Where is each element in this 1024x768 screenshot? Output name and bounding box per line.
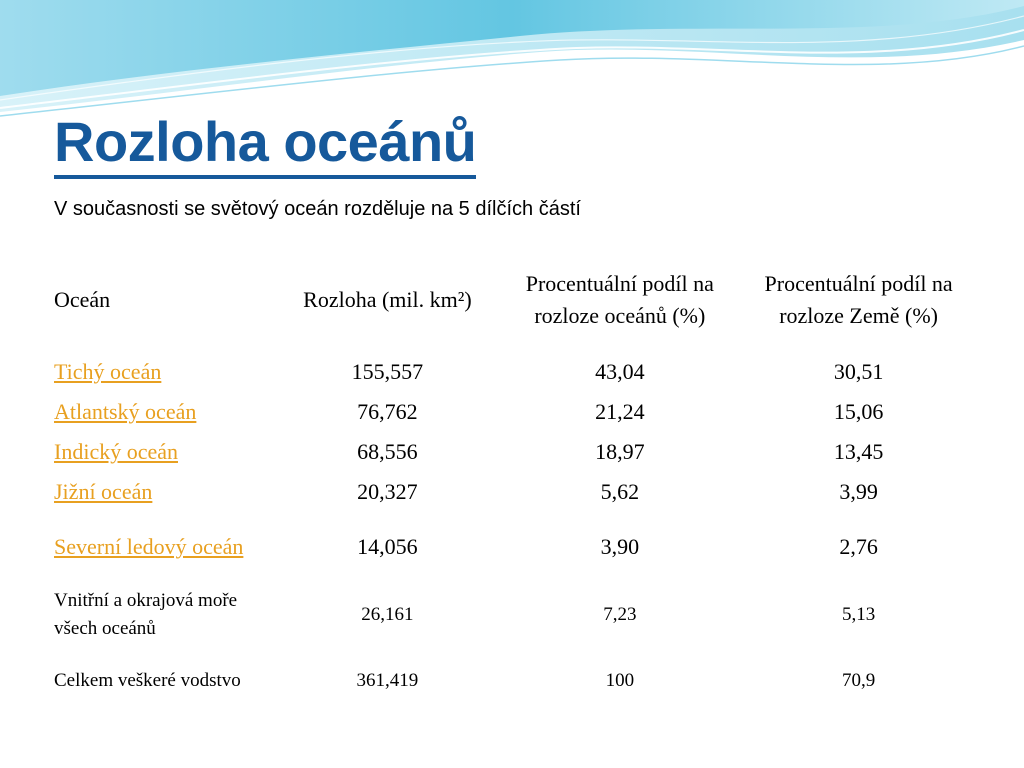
table-header-row [48,248,978,352]
ocean-table [48,248,978,714]
pct-oceans-cell: 43,04 [595,359,645,384]
area-cell: 14,056 [357,534,418,559]
ocean-link-southern[interactable]: Jižní oceán [54,479,153,504]
area-cell: 361,419 [356,670,419,691]
row-label: Vnitřní a okrajová moře všech oceánů [54,590,238,639]
pct-oceans-cell: 3,90 [600,534,640,559]
header-pct-earth: Procentuální podíl na rozloze Země (%) [764,271,953,328]
header-area: Rozloha (mil. km²) [303,287,472,312]
table-row [48,432,978,472]
header-ocean: Oceán [54,287,111,312]
row-label: Celkem veškeré vodstvo [54,670,241,691]
area-cell: 76,762 [357,399,418,424]
pct-earth-cell: 3,99 [839,479,878,504]
page-title: Rozloha oceánů [54,108,476,179]
pct-earth-cell: 15,06 [833,399,884,424]
ocean-link-atlantic[interactable]: Atlantský oceán [54,399,197,424]
pct-oceans-cell: 7,23 [603,604,637,625]
area-cell: 20,327 [357,479,418,504]
pct-earth-cell: 5,13 [841,604,876,625]
pct-oceans-cell: 100 [605,670,635,691]
pct-earth-cell: 13,45 [833,439,884,464]
pct-earth-cell: 30,51 [833,359,884,384]
header-pct-oceans: Procentuální podíl na rozloze oceánů (%) [525,271,714,328]
ocean-link-indian[interactable]: Indický oceán [54,439,178,464]
table-row [48,648,978,714]
table-row [48,582,978,648]
pct-oceans-cell: 18,97 [595,439,645,464]
pct-oceans-cell: 5,62 [600,479,640,504]
area-cell: 68,556 [357,439,418,464]
pct-oceans-cell: 21,24 [595,399,645,424]
subtitle: V současnosti se světový oceán rozděluje na 5 dílčích částí [54,198,581,220]
ocean-link-pacific[interactable]: Tichý oceán [54,359,162,384]
pct-earth-cell: 2,76 [839,534,878,559]
pct-earth-cell: 70,9 [841,670,876,691]
ocean-link-arctic[interactable]: Severní ledový oceán [54,534,244,559]
table-row [48,512,978,582]
table-row [48,352,978,392]
table-row [48,392,978,432]
area-cell: 26,161 [361,604,414,625]
table-row [48,472,978,512]
area-cell: 155,557 [351,359,424,384]
